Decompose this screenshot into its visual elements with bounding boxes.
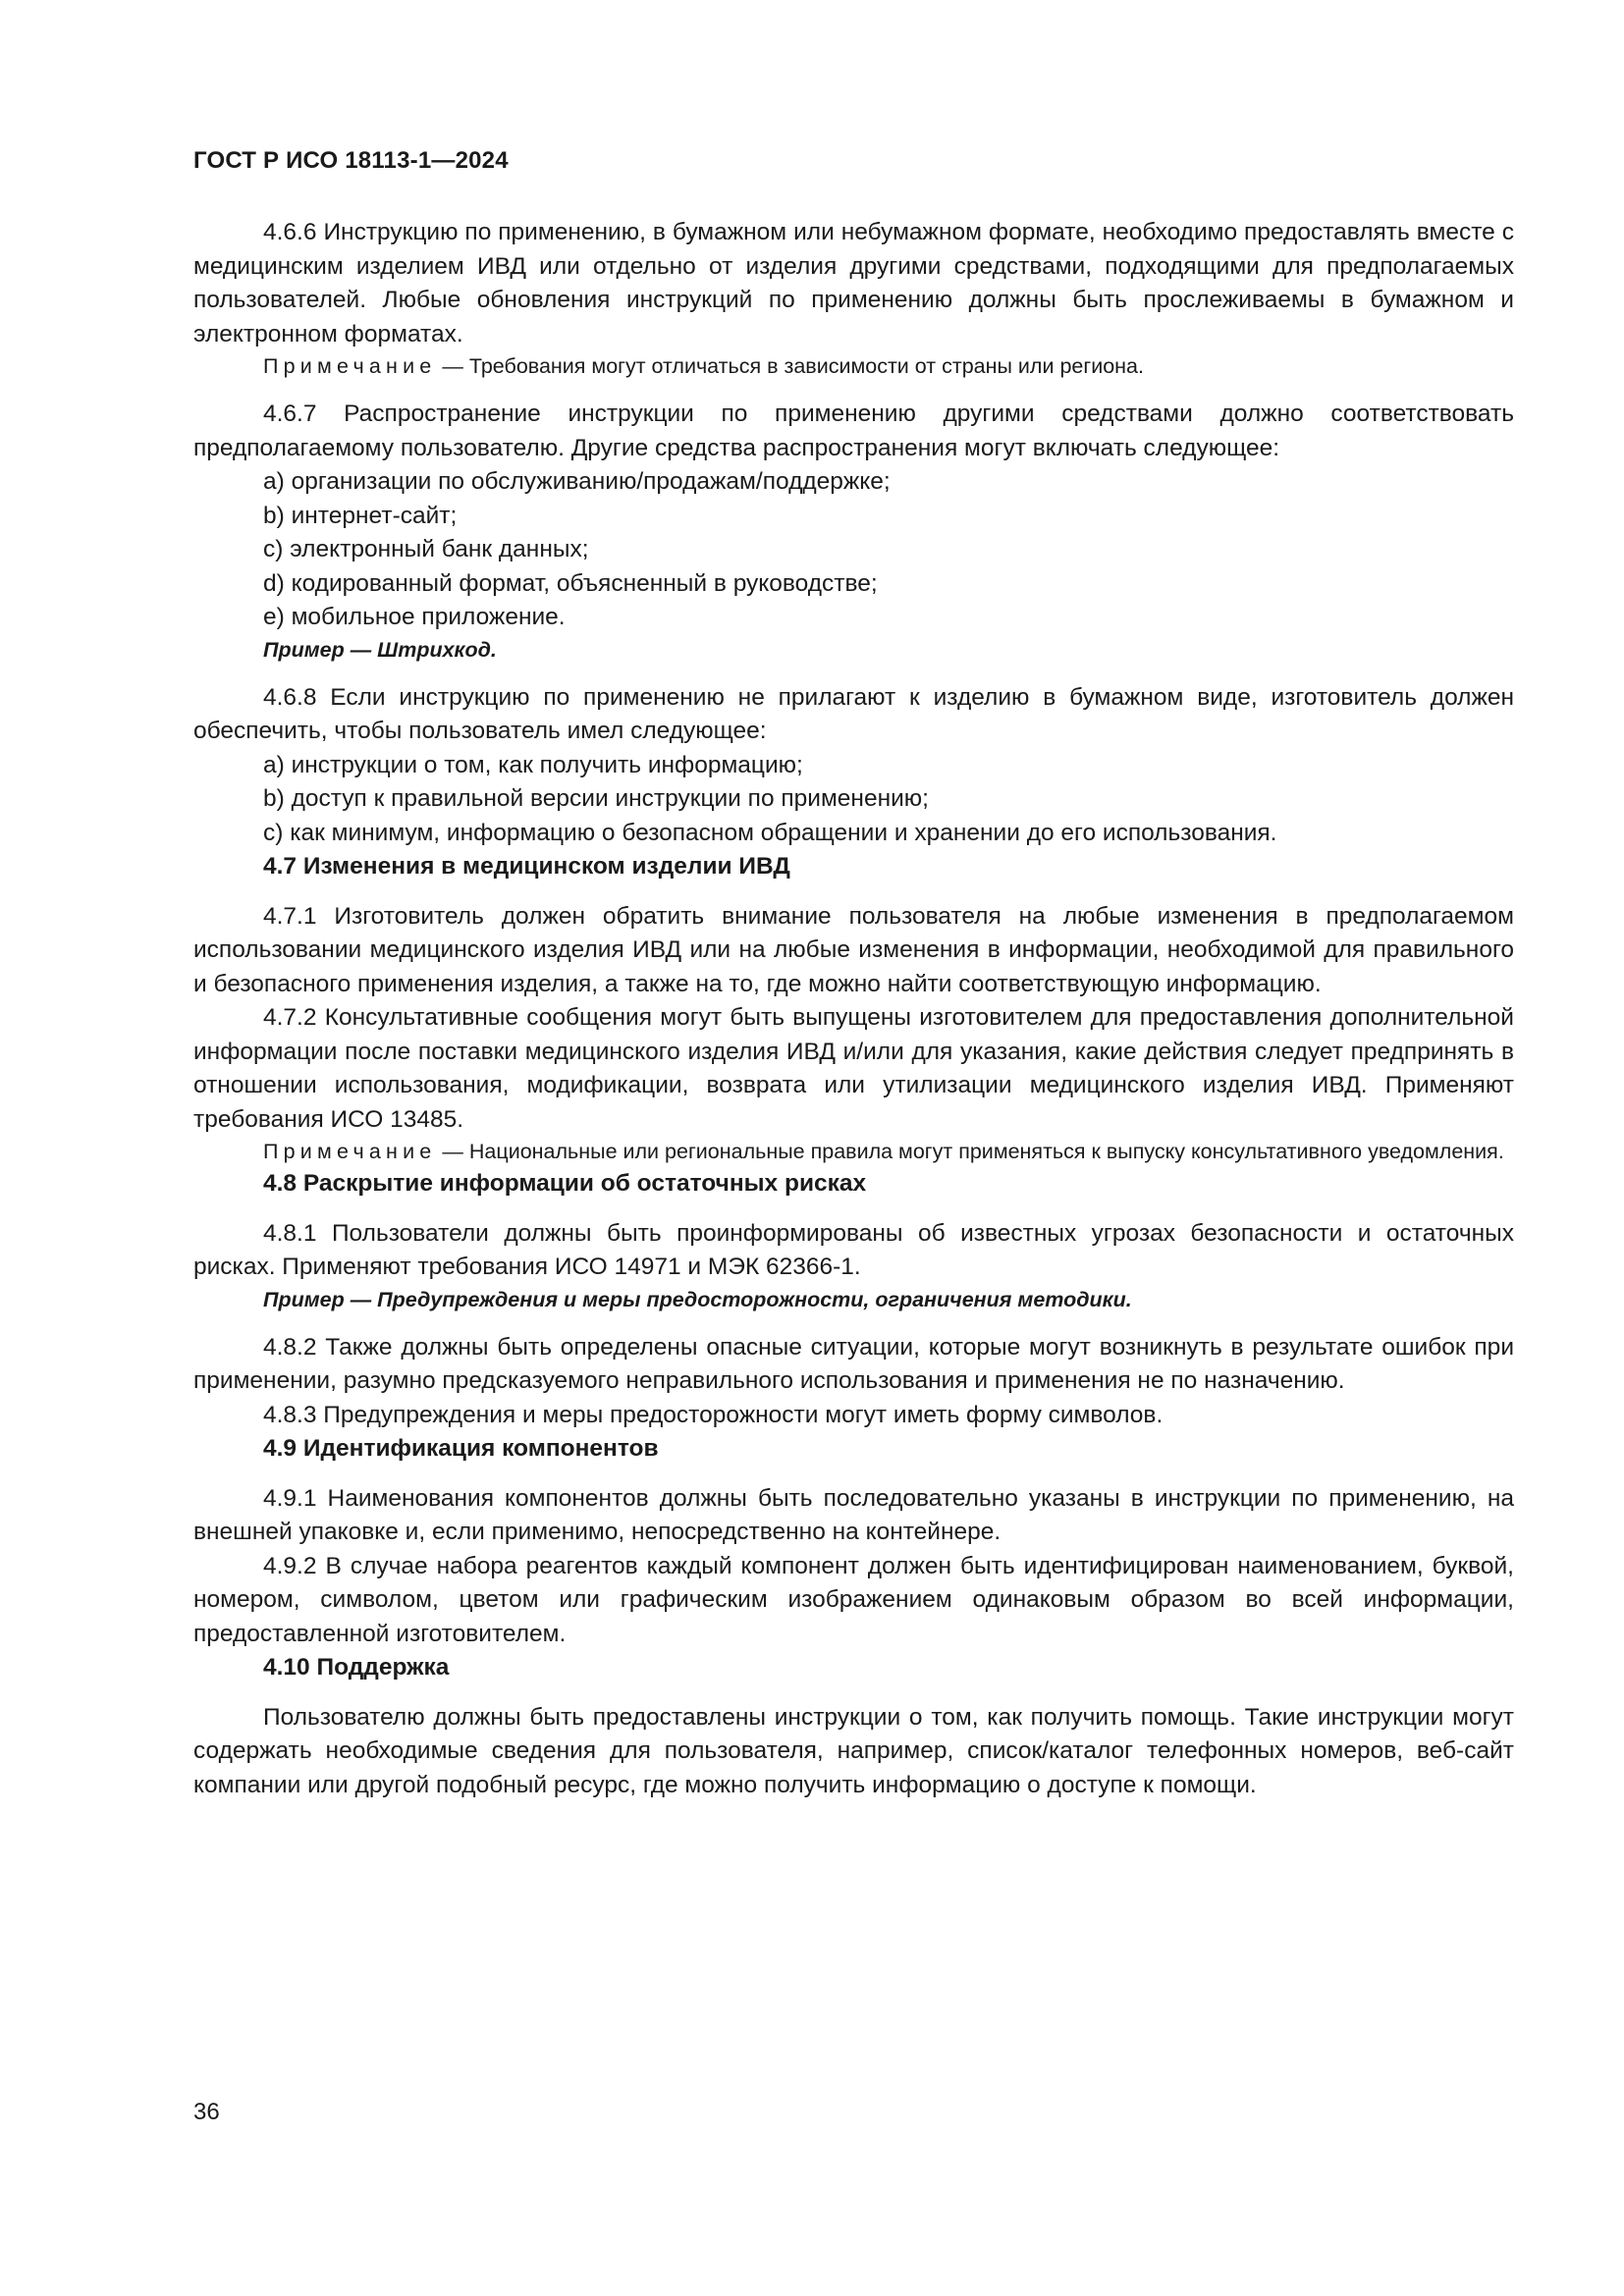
paragraph-4-6-6: 4.6.6 Инструкцию по применению, в бумажном или небумажном формате, необходимо предоставлять вместе с медицинским изделием ИВД или отдельно от изделия другими средствами, подходящими для предполагаемых пользователей. Любые обновления инструкций по применению должны быть прослеживаемы в бумажном и электронном форматах.	[193, 219, 1514, 347]
paragraph-4-7-2: 4.7.2 Консультативные сообщения могут быть выпущены изготовителем для предоставления дополнительной информации после поставки медицинского изделия ИВД и/или для указания, какие действия следует предпринять в отношении использования, модификации, возврата или утилизации медицинского изделия ИВД. Применяют требования ИСО 13485.	[193, 1004, 1514, 1133]
paragraph-4-9-2: 4.9.2 В случае набора реагентов каждый компонент должен быть идентифицирован наименованием, буквой, номером, символом, цветом или графическим изображением одинаковым образом во всей информации, предоставленной изготовителем.	[193, 1552, 1514, 1647]
paragraph-4-7-1: 4.7.1 Изготовитель должен обратить внимание пользователя на любые изменения в предполагаемом использовании медицинского изделия ИВД или на любые изменения в информации, необходимой для правильного и безопасного применения изделия, а также на то, где можно найти соответствующую информацию.	[193, 902, 1514, 997]
list-item: d) кодированный формат, объясненный в руководстве;	[263, 569, 878, 597]
heading-4-7: 4.7 Изменения в медицинском изделии ИВД	[263, 853, 790, 880]
heading-4-10: 4.10 Поддержка	[263, 1654, 450, 1681]
list-item: c) электронный банк данных;	[263, 536, 589, 562]
page-number: 36	[193, 2099, 220, 2125]
heading-4-8: 4.8 Раскрытие информации об остаточных рисках	[263, 1170, 867, 1197]
paragraph-4-8-2: 4.8.2 Также должны быть определены опасные ситуации, которые могут возникнуть в результате ошибок при применении, разумно предсказуемого неправильного использования и применения не по назначению.	[193, 1333, 1514, 1394]
paragraph-4-6-7: 4.6.7 Распространение инструкции по применению другими средствами должно соответствовать предполагаемому пользователю. Другие средства распространения могут включать следующее:	[193, 400, 1514, 461]
list-item: a) инструкции о том, как получить информацию;	[263, 751, 803, 778]
note-label: Примечание	[263, 354, 437, 378]
list-item: b) интернет-сайт;	[263, 502, 458, 529]
note-1	[193, 351, 1514, 382]
heading-4-9: 4.9 Идентификация компонентов	[263, 1435, 659, 1462]
note-text: — Национальные или региональные правила могут применяться к выпуску консультативного уведомления.	[436, 1140, 1504, 1163]
paragraph-4-8-3: 4.8.3 Предупреждения и меры предосторожности могут иметь форму символов.	[263, 1401, 1164, 1428]
document-header-title: ГОСТ Р ИСО 18113-1—2024	[193, 147, 509, 174]
list-item: a) организации по обслуживанию/продажам/поддержке;	[263, 468, 891, 495]
list-4-6-8	[193, 749, 1514, 851]
paragraph-4-10: Пользователю должны быть предоставлены инструкции о том, как получить помощь. Такие инструкции могут содержать необходимые сведения для пользователя, например, список/каталог телефонных номеров, веб-сайт компании или другой подобный ресурс, где можно получить информацию о доступе к помощи.	[193, 1703, 1514, 1798]
list-4-6-7	[193, 465, 1514, 635]
note-label: Примечание	[263, 1140, 437, 1163]
paragraph-4-8-1: 4.8.1 Пользователи должны быть проинформированы об известных угрозах безопасности и остаточных рисках. Применяют требования ИСО 14971 и МЭК 62366-1.	[193, 1219, 1514, 1280]
list-item: b) доступ к правильной версии инструкции по применению;	[263, 785, 929, 812]
paragraph-4-9-1: 4.9.1 Наименования компонентов должны быть последовательно указаны в инструкции по применению, на внешней упаковке и, если применимо, непосредственно на контейнере.	[193, 1484, 1514, 1545]
list-item: c) как минимум, информацию о безопасном обращении и хранении до его использования.	[263, 819, 1277, 846]
page-content	[193, 147, 1514, 1802]
note-2	[193, 1137, 1514, 1167]
example-barcode: Пример — Штрихкод.	[263, 637, 497, 662]
list-item: e) мобильное приложение.	[263, 604, 566, 630]
note-text: — Требования могут отличаться в зависимости от страны или региона.	[436, 354, 1144, 378]
paragraph-4-6-8: 4.6.8 Если инструкцию по применению не прилагают к изделию в бумажном виде, изготовитель должен обеспечить, чтобы пользователь имел следующее:	[193, 683, 1514, 744]
example-warnings: Пример — Предупреждения и меры предосторожности, ограничения методики.	[263, 1287, 1132, 1311]
